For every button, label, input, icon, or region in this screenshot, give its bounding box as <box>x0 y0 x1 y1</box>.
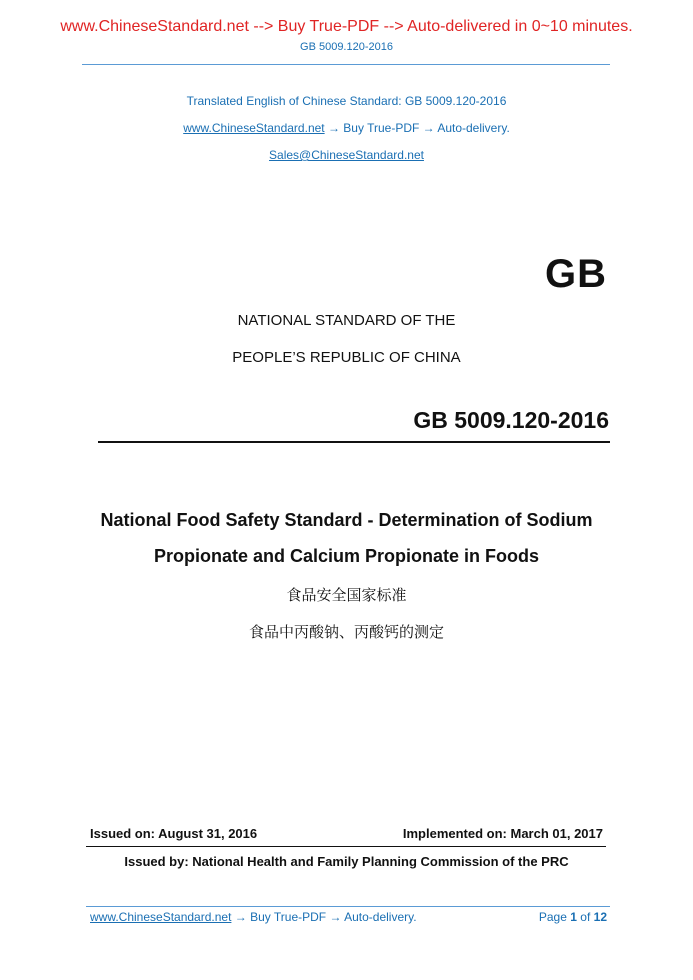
translation-note: Translated English of Chinese Standard: GB 5009.120-2016 <box>186 94 507 108</box>
footer-site-link[interactable]: www.ChineseStandard.net <box>90 910 232 924</box>
issued-by: Issued by: National Health and Family Planning Commission of the PRC <box>124 854 569 869</box>
top-banner[interactable]: www.ChineseStandard.net --> Buy True-PDF --> Auto-delivered in 0~10 minutes. <box>60 18 633 35</box>
implemented-on: Implemented on: March 01, 2017 <box>402 826 603 841</box>
header-standard-code: GB 5009.120-2016 <box>300 41 393 53</box>
header-divider <box>82 64 610 65</box>
page-of: of <box>580 910 591 924</box>
page-label: Page <box>538 910 567 924</box>
chinese-title-line1: 食品安全国家标准 <box>286 586 407 604</box>
footer-buy-text: → Buy True-PDF → Auto-delivery. <box>231 910 417 924</box>
standard-number: GB 5009.120-2016 <box>413 407 609 433</box>
issued-on: Issued on: August 31, 2016 <box>90 826 258 841</box>
national-standard-line1: NATIONAL STANDARD OF THE <box>237 312 456 329</box>
issue-rule <box>86 846 606 847</box>
page-current: 1 <box>570 910 577 924</box>
page-total: 12 <box>593 910 607 924</box>
translation-buy-line <box>0 121 693 135</box>
footer-divider <box>86 906 610 907</box>
title-line2: Propionate and Calcium Propionate in Foods <box>153 546 540 566</box>
page-indicator <box>539 910 607 924</box>
buy-text: → Buy True-PDF → Auto-delivery. <box>324 121 510 135</box>
title-line1: National Food Safety Standard - Determination of Sodium <box>100 510 593 530</box>
email-line <box>0 148 693 162</box>
standard-number-rule <box>98 441 610 443</box>
email-link[interactable]: Sales@ChineseStandard.net <box>269 148 424 162</box>
site-link[interactable]: www.ChineseStandard.net <box>183 121 325 135</box>
footer-buy-line <box>90 910 417 924</box>
chinese-title-line2: 食品中丙酸钠、丙酸钙的测定 <box>248 623 444 641</box>
national-standard-line2: PEOPLE’S REPUBLIC OF CHINA <box>232 349 461 366</box>
gb-logo: GB <box>545 252 607 296</box>
